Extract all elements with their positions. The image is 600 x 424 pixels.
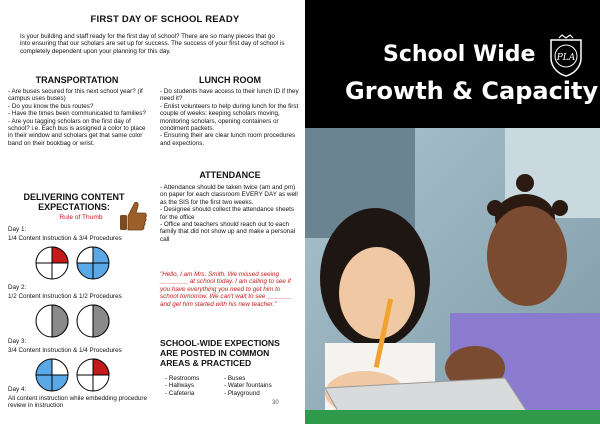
transportation-heading: TRANSPORTATION [35, 75, 119, 85]
day1-label: Day 1: [8, 226, 27, 233]
expectations-col2 [224, 375, 294, 397]
day4-label: Day 4: [8, 386, 27, 393]
day2-circle-right [76, 304, 110, 338]
day1-circle-right [76, 246, 110, 280]
list-item: - Buses [224, 375, 246, 382]
expectations-heading-2: ARE POSTED IN COMMON [160, 348, 270, 358]
day1-circle-left [35, 246, 69, 280]
attendance-heading: ATTENDANCE [199, 170, 261, 180]
day3-label: Day 3: [8, 338, 27, 345]
intro-text: Is your building and staff ready for the first day of school? There are so many pieces that go into ensuring that our scholars are set up for success. The success of your first day of school is completely dependent upon your planning for this day. [20, 33, 285, 55]
day2-desc: 1/2 Content Instruction & 1/2 Procedures [8, 293, 122, 300]
day3-circle-right [76, 358, 110, 392]
expectations-heading-1: SCHOOL-WIDE EXPECTIONS [160, 338, 280, 348]
rule-of-thumb: Rule of Thumb [59, 214, 103, 221]
list-item: - Restrooms [165, 375, 200, 382]
list-item: - Water fountains [224, 382, 272, 390]
transportation-text: - Are buses secured for this next school year? (if campus uses buses) - Do you know the bus routes? - Have the times been communicated to families? - Are you tagging scholars on the first day of school? i.e. Each bus is assigned a color to place in their window and scholars get that same color band on their bookbag or wrist. [8, 88, 146, 147]
delivering-heading-2: EXPECTATIONS: [38, 202, 110, 212]
day1-desc: 1/4 Content Instruction & 3/4 Procedures [8, 235, 122, 242]
attendance-quote: "Hello, I am Mrs. Smith. We missed seeing ________ at school today. I am calling to see if you have everything you need to get him to school tomorrow. We can't wait to see _______ and get him started with his new teacher." [160, 271, 292, 308]
list-item: - Hallways [165, 382, 195, 390]
thumbs-up-icon [118, 200, 148, 237]
cover-title-line2: Growth & Capacity [345, 77, 599, 105]
day2-circle-left [35, 304, 69, 338]
day3-desc: 3/4 Content Instruction & 1/4 Procedures [8, 347, 122, 354]
day2-label: Day 2: [8, 284, 27, 291]
delivering-heading-1: DELIVERING CONTENT [23, 192, 125, 202]
list-item: - Playground [224, 389, 260, 397]
lunch-heading: LUNCH ROOM [199, 75, 261, 85]
school-crest-logo [545, 34, 587, 83]
day3-circle-left [35, 358, 69, 392]
expectations-heading-3: AREAS & PRACTICED [160, 358, 252, 368]
cover-title-line1: School Wide [383, 42, 536, 67]
expectations-col1 [165, 375, 225, 397]
page-title: FIRST DAY OF SCHOOL READY [90, 14, 240, 25]
page-number: 30 [272, 400, 279, 406]
lunch-text: - Do students have access to their lunch ID if they need it? - Enlist volunteers to help during lunch for the first couple of weeks: keeping scholars moving, monitoring scholars, opening containers or condiment packets. - Ensuring their are clear lunch room procedures and expections. [160, 88, 299, 147]
list-item: - Cafeteria [165, 389, 195, 397]
svg-text:PLA: PLA [556, 53, 576, 63]
day4-desc: All content instruction while embedding procedure review in instruction [8, 395, 147, 410]
classroom-photo [305, 128, 600, 424]
attendance-text: - Attendance should be taken twice (am and pm) on paper for each classroom EVERY DAY as well as the SIS for the first two weeks. - Designee should collect the attendance sheets for the office - Office and teachers should reach out to each family that did not show up and make a personal call [160, 184, 298, 243]
